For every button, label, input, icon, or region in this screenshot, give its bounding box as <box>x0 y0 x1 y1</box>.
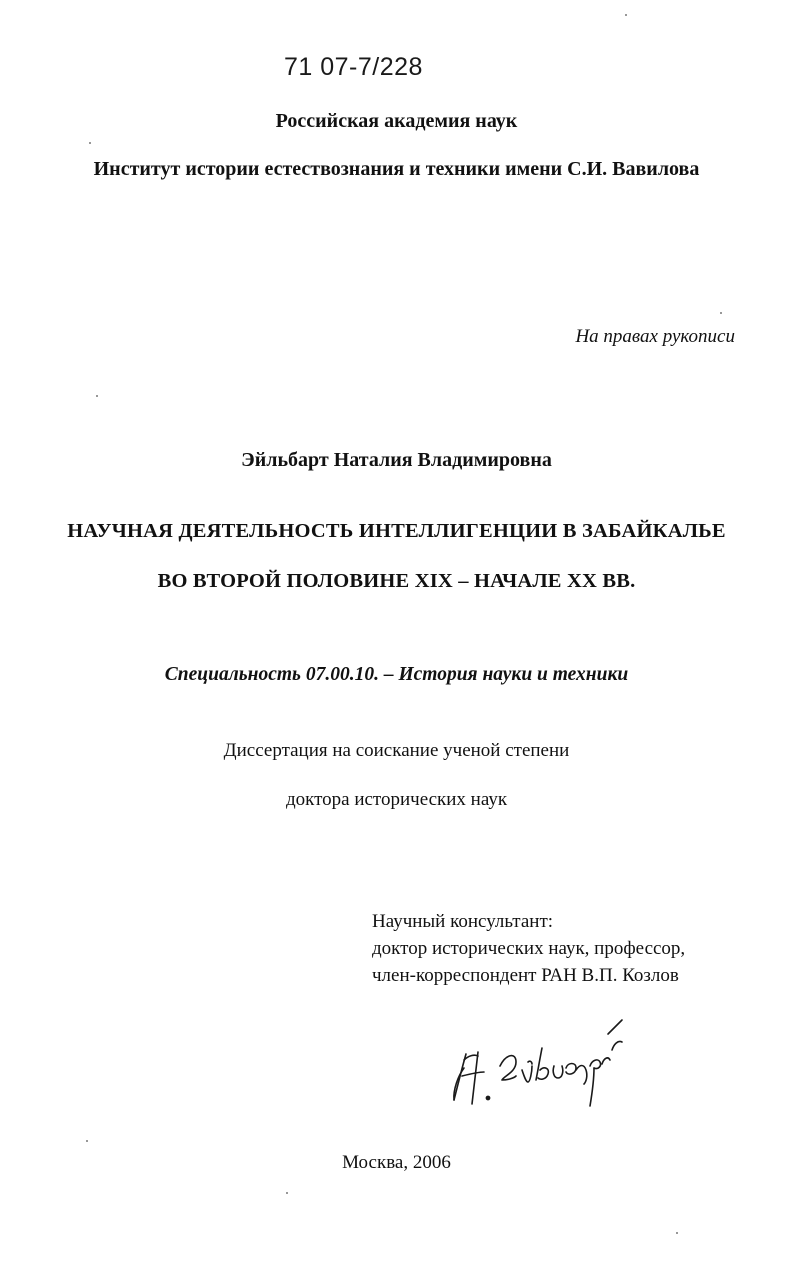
specialty-line: Специальность 07.00.10. – История науки и техники <box>164 664 629 685</box>
scientific-consultant-block <box>372 908 685 989</box>
scan-speck <box>676 1232 678 1234</box>
scan-speck <box>625 14 627 16</box>
manuscript-rights-note: На правах рукописи <box>575 326 735 347</box>
author-name: Эйльбарт Наталия Владимировна <box>241 449 552 471</box>
scan-speck <box>286 1192 288 1194</box>
degree-purpose-line: Диссертация на соискание ученой степени <box>223 740 570 761</box>
dissertation-title-line-1: НАУЧНАЯ ДЕЯТЕЛЬНОСТЬ ИНТЕЛЛИГЕНЦИИ В ЗАБАЙКАЛЬЕ <box>67 520 726 542</box>
institute-name: Институт истории естествознания и техники имени С.И. Вавилова <box>93 158 700 180</box>
scan-speck <box>96 395 98 397</box>
degree-name-line: доктора исторических наук <box>285 789 508 810</box>
scan-speck <box>89 142 91 144</box>
scan-speck <box>720 312 722 314</box>
organization-name: Российская академия наук <box>275 110 518 132</box>
place-and-year: Москва, 2006 <box>342 1152 451 1173</box>
consultant-label: Научный консультант: <box>372 911 554 932</box>
consultant-degree: доктор исторических наук, профессор, <box>372 938 686 959</box>
dissertation-title-line-2: ВО ВТОРОЙ ПОЛОВИНЕ XIX – НАЧАЛЕ XX ВВ. <box>157 570 636 592</box>
scan-speck <box>86 1140 88 1142</box>
archive-stamp-number: 71 07-7/228 <box>284 53 423 81</box>
consultant-name: член-корреспондент РАН В.П. Козлов <box>372 965 679 986</box>
handwritten-signature <box>444 1010 634 1110</box>
